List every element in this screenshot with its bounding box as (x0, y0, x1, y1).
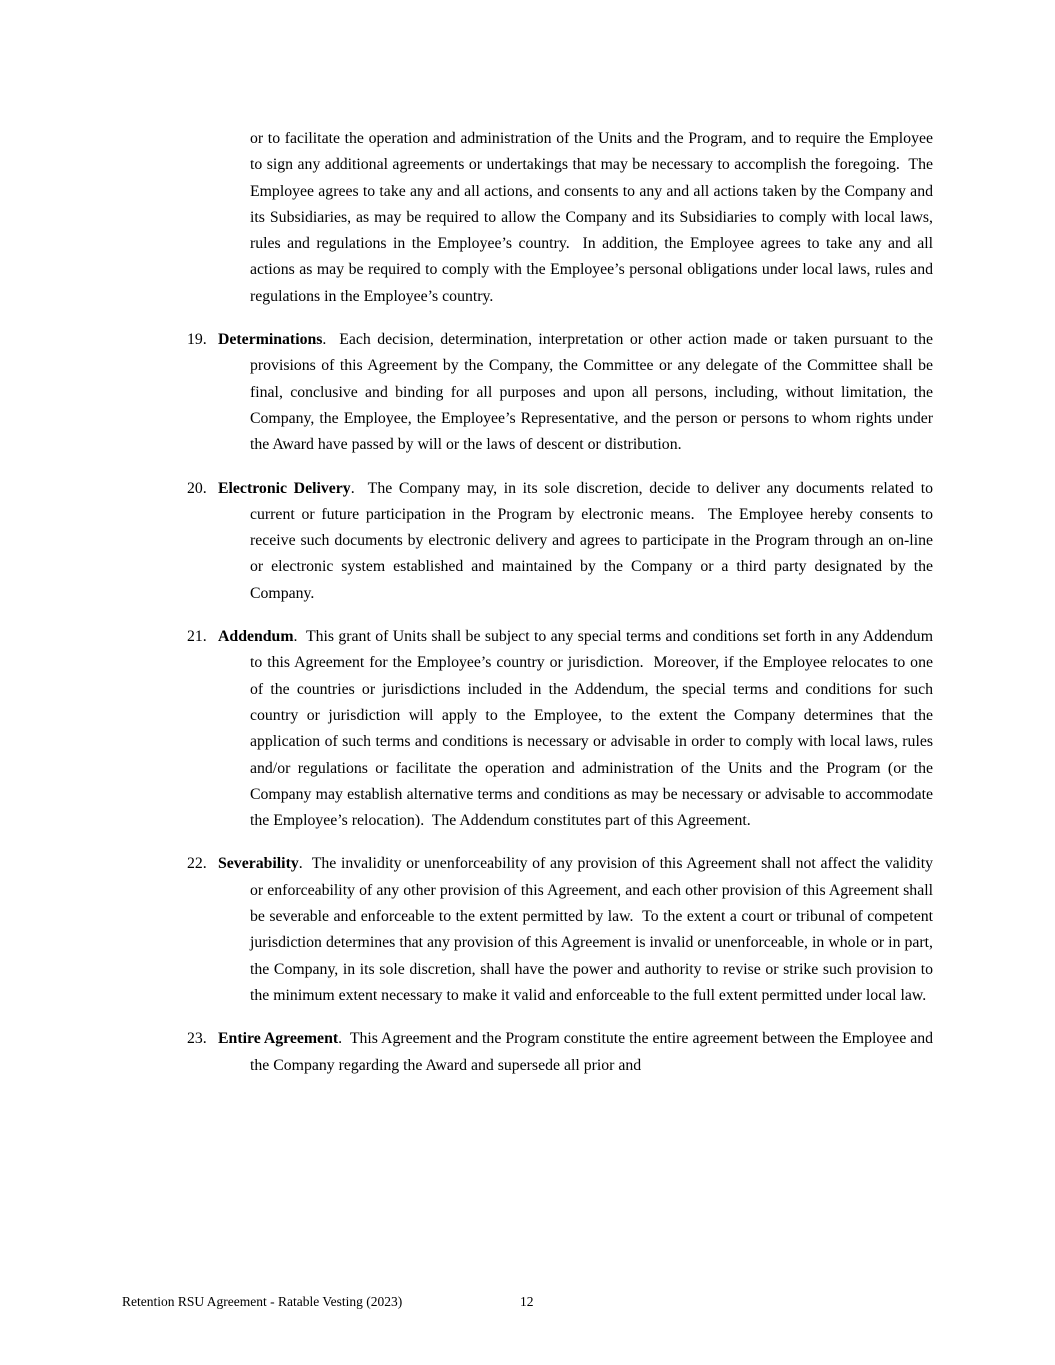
section-20-electronic-delivery (187, 476, 933, 607)
section-23-entire-agreement (187, 1026, 933, 1079)
page-footer (122, 1293, 942, 1311)
section-body: This grant of Units shall be subject to any special terms and conditions set forth in any Addendum to this Agreement for the Employee’s country or jurisdiction. Moreover, if the Employee relocates to one of the countries or jurisdictions included in the Addendum, the special terms and conditions for such country or jurisdiction will apply to the Employee, to the extent the Company determines that the application of such terms and conditions is necessary or advisable in order to comply with local laws, rules and/or regulations or facilitate the operation and administration of the Units and the Program (or the Company may establish alternative terms and conditions as may be necessary or advisable to accommodate the Employee’s relocation). The Addendum constitutes part of this Agreement. (250, 628, 933, 830)
footer-page-number: 12 (520, 1294, 534, 1309)
section-separator: . (293, 628, 302, 646)
section-number: 23. (187, 1030, 207, 1048)
section-separator: . (338, 1030, 347, 1048)
section-22-severability (187, 851, 933, 1009)
section-separator: . (322, 331, 333, 349)
section-title: Entire Agreement (218, 1030, 339, 1048)
section-title: Electronic Delivery (218, 479, 351, 497)
section-title: Addendum (218, 628, 294, 646)
section-body: Each decision, determination, interpretation or other action made or taken pursuant to the provisions of this Agreement by the Company, the Committee or any delegate of the Committee shall be final, conclusive and binding for all purposes and upon all persons, including, without limitation, the Company, the Employee, the Employee’s Representative, and the person or persons to whom rights under the Award have passed by will or the laws of descent or distribution. (250, 331, 933, 454)
continuation-paragraph: or to facilitate the operation and administration of the Units and the Program, and to require the Employee to sign any additional agreements or undertakings that may be necessary to accomplish the foregoing. The Employee agrees to take any and all actions, and consents to any and all actions taken by the Company and its Subsidiaries, as may be required to allow the Company and its Subsidiaries to comply with local laws, rules and regulations in the Employee’s country. In addition, the Employee agrees to take any and all actions as may be required to comply with the Employee’s personal obligations under local laws, rules and regulations in the Employee’s country. (250, 130, 933, 305)
footer-document-title: Retention RSU Agreement - Ratable Vesting (2023) (122, 1294, 403, 1309)
section-title: Severability (218, 855, 299, 873)
section-separator: . (298, 855, 308, 873)
section-number: 20. (187, 479, 207, 497)
section-19-determinations (187, 327, 933, 458)
section-number: 19. (187, 331, 207, 349)
section-title: Determinations (218, 331, 323, 349)
section-body: The invalidity or unenforceability of any provision of this Agreement shall not affect the validity or enforceability of any other provision of this Agreement, and each other provision of this Agreement shall be severable and enforceable to the extent permitted by law. To the extent a court or tribunal of competent jurisdiction determines that any provision of this Agreement is invalid or unenforceable, in whole or in part, the Company, in its sole discretion, shall have the power and authority to revise or strike such provision to the minimum extent necessary to make it valid and enforceable to the full extent permitted under local law. (250, 855, 933, 1004)
section-body: This Agreement and the Program constitute the entire agreement between the Employee and the Company regarding the Award and supersede all prior and (250, 1030, 934, 1074)
section-21-addendum (187, 624, 933, 834)
section-body: The Company may, in its sole discretion, decide to deliver any documents related to current or future participation in the Program by electronic means. The Employee hereby consents to receive such documents by electronic delivery and agrees to participate in the Program through an on-line or electronic system established and maintained by the Company or a third party designated by the Company. (250, 479, 933, 602)
section-number: 22. (187, 855, 207, 873)
document-body (187, 126, 933, 1096)
section-separator: . (350, 479, 362, 497)
section-number: 21. (187, 628, 207, 646)
